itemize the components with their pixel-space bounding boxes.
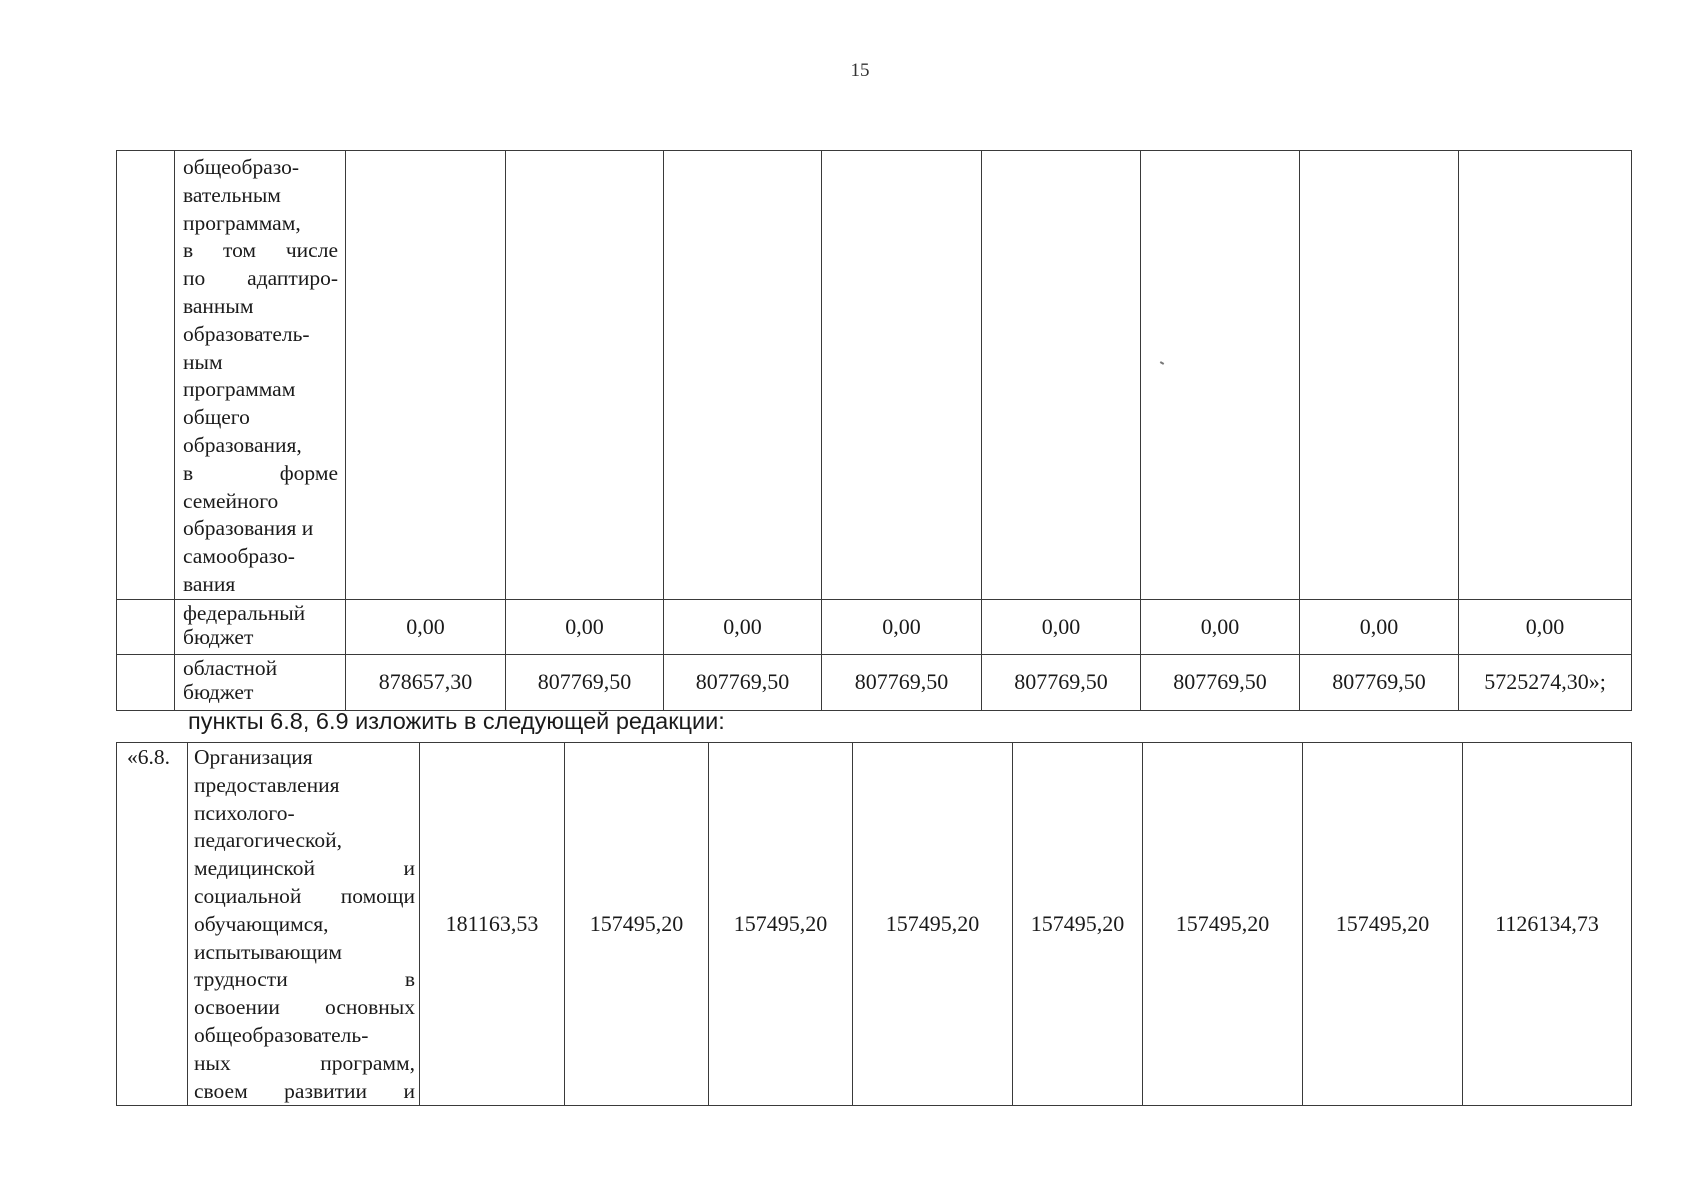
table-row [117, 151, 1632, 600]
value-cell: 807769,50 [506, 654, 664, 710]
value-cell: 878657,30 [346, 654, 506, 710]
description-line: по адаптиро- [183, 266, 338, 291]
table-row [117, 743, 1632, 1106]
description-line: образователь- [183, 321, 310, 346]
value-cell: 5725274,30»; [1459, 654, 1632, 710]
description-line: программам, [183, 210, 301, 235]
description-line: обучающимся, [194, 911, 329, 936]
budget-source-label: областной бюджет [175, 654, 346, 710]
value-cell: 157495,20 [1143, 743, 1303, 1106]
description-line: педагогической, [194, 828, 343, 853]
description-line: образования, [183, 432, 302, 457]
description-line: медицинской и [194, 856, 415, 881]
page-number: 15 [850, 60, 870, 81]
description-line: испытывающим [194, 939, 342, 964]
value-cell: 0,00 [1141, 599, 1300, 654]
value-cell: 807769,50 [1300, 654, 1459, 710]
activity-description-cell [175, 151, 346, 600]
amendment-instruction: пункты 6.8, 6.9 изложить в следующей редакции: [188, 708, 725, 734]
value-cell: 0,00 [346, 599, 506, 654]
description-line: ных программ, [194, 1050, 415, 1075]
empty-value-cell [346, 151, 506, 600]
value-cell: 0,00 [664, 599, 822, 654]
description-line: программам [183, 377, 296, 402]
description-line: ным [183, 349, 223, 374]
description-line: ванным [183, 293, 254, 318]
value-cell: 807769,50 [1141, 654, 1300, 710]
description-line: самообразо- [183, 544, 295, 569]
value-cell: 181163,53 [420, 743, 565, 1106]
description-line: психолого- [194, 800, 295, 825]
description-line: трудности в [194, 967, 415, 992]
description-line: в форме [183, 460, 338, 485]
value-cell: 157495,20 [565, 743, 709, 1106]
table-row-federal-budget [117, 599, 1632, 654]
value-cell: 0,00 [822, 599, 982, 654]
empty-number-cell [117, 151, 175, 600]
value-cell: 0,00 [1459, 599, 1632, 654]
description-line: общеобразо- [183, 155, 300, 179]
description-line: вания [183, 571, 236, 596]
value-cell: 807769,50 [982, 654, 1141, 710]
description-line: своем развитии и [194, 1078, 415, 1103]
description-line: социальной помощи [194, 883, 415, 908]
description-line: в том числе [183, 238, 338, 263]
description-line: вательным [183, 182, 281, 207]
value-cell: 157495,20 [1013, 743, 1143, 1106]
value-cell: 157495,20 [1303, 743, 1463, 1106]
value-cell: 807769,50 [664, 654, 822, 710]
empty-value-cell [664, 151, 822, 600]
empty-number-cell [117, 599, 175, 654]
value-cell: 157495,20 [853, 743, 1013, 1106]
value-cell: 0,00 [982, 599, 1141, 654]
description-line: образования и [183, 516, 314, 541]
budget-table-item-6-8 [116, 742, 1632, 1106]
activity-description-cell [188, 743, 420, 1106]
value-cell: 0,00 [506, 599, 664, 654]
value-cell: 1126134,73 [1463, 743, 1632, 1106]
empty-value-cell [1300, 151, 1459, 600]
description-line: семейного [183, 488, 279, 513]
description-line: предоставления [194, 772, 340, 797]
value-cell: 157495,20 [709, 743, 853, 1106]
description-line: освоении основных [194, 995, 415, 1020]
description-line: Организация [194, 745, 313, 769]
value-cell: 0,00 [1300, 599, 1459, 654]
empty-value-cell [1459, 151, 1632, 600]
value-cell: 807769,50 [822, 654, 982, 710]
budget-source-label: федеральный бюджет [175, 599, 346, 654]
table-row-regional-budget [117, 654, 1632, 710]
empty-value-cell [982, 151, 1141, 600]
empty-value-cell [1141, 151, 1300, 600]
description-line: общего [183, 405, 250, 430]
budget-table-continuation [116, 150, 1632, 711]
empty-number-cell [117, 654, 175, 710]
empty-value-cell [822, 151, 982, 600]
description-line: общеобразователь- [194, 1022, 369, 1047]
empty-value-cell [506, 151, 664, 600]
item-number-cell: «6.8. [117, 743, 188, 1106]
